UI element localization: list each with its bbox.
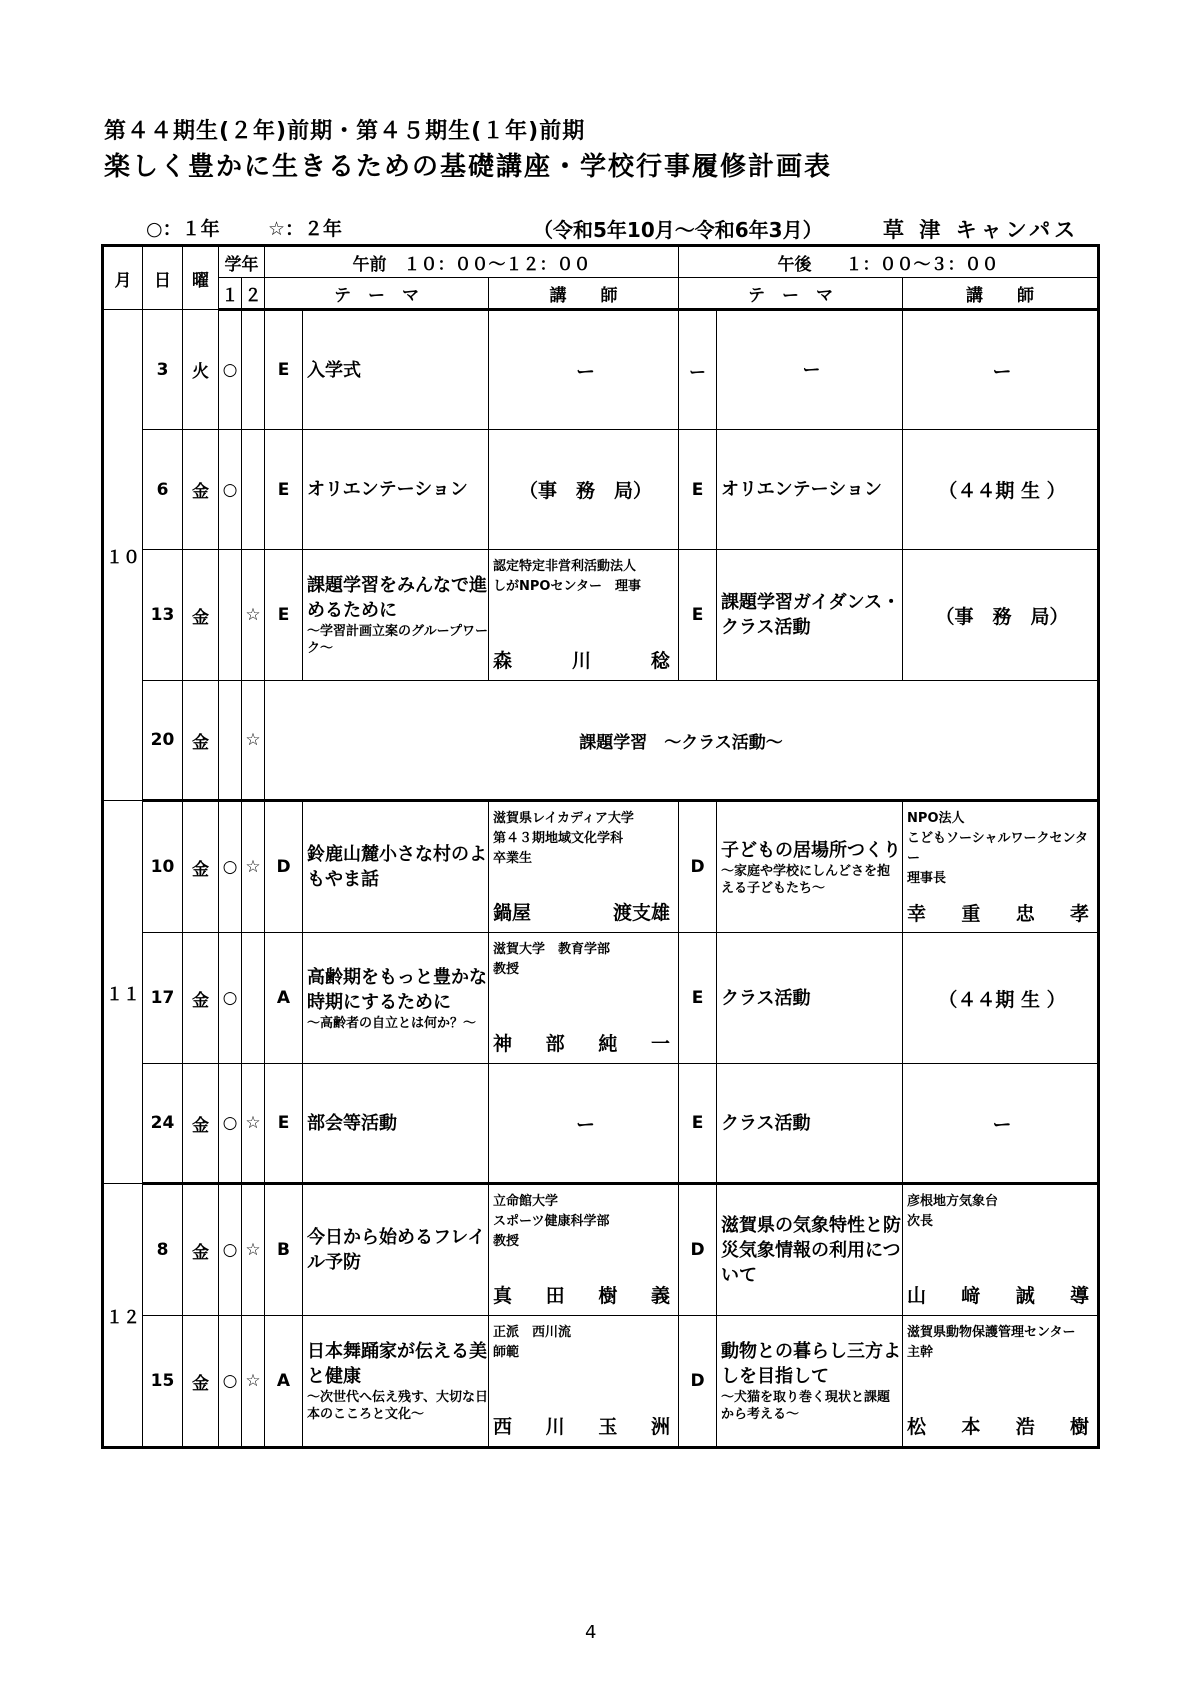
grade2-mark [242,310,265,430]
pm-instructor-name: ー [992,1113,1012,1136]
name-part: 樹 [598,1285,618,1307]
am-instructor-affiliation: 滋賀県レイカディア大学 第４３期地域文化学科 卒業生 [493,811,634,866]
table-row [103,310,1099,430]
day-cell: 24 [143,1064,183,1184]
table-row [103,1184,1099,1316]
am-instructor-cell [489,310,679,430]
am-theme-cell [303,1064,489,1184]
am-instructor-name [493,1281,678,1308]
pm-instructor-affiliation: 滋賀県動物保護管理センター 主幹 [907,1325,1076,1360]
weekday-cell: 金 [183,550,219,681]
am-theme-subtitle: ～次世代へ伝え残す、大切な日本のこころと文化～ [307,1390,488,1422]
pm-category: E [679,430,717,550]
pm-instructor-cell [903,430,1099,550]
am-theme: 高齢期をもっと豊かな時期にするために [307,966,487,1013]
grade2-mark: ☆ [242,1064,265,1184]
am-instructor-name: （事 務 局） [519,480,653,502]
pm-instructor-cell [903,933,1099,1064]
am-instructor-name [493,898,678,925]
pm-instructor-name: （事 務 局） [935,605,1069,628]
name-part: 義 [651,1285,671,1307]
pm-category: E [679,933,717,1064]
am-theme-cell [303,933,489,1064]
name-part: 稔 [651,650,671,672]
pm-theme: 課題学習ガイダンス・クラス活動 [721,592,901,638]
am-instructor-cell [489,801,679,933]
am-instructor-cell [489,1064,679,1184]
am-instructor-cell [489,1184,679,1316]
pm-theme-cell [717,310,903,430]
legend-year1: ○：１年 [146,218,220,240]
header-grade: 学年 [219,246,265,278]
pm-instructor-name [907,1412,1097,1439]
pm-instructor-cell [903,550,1099,681]
grade2-mark: ☆ [242,1316,265,1448]
name-part: 洲 [651,1416,671,1438]
am-category: A [265,933,303,1064]
table-row [103,550,1099,681]
table-row [103,1316,1099,1448]
name-part: 山 [907,1285,927,1307]
table-row [103,933,1099,1064]
am-theme-cell [303,310,489,430]
am-theme-cell [303,801,489,933]
pm-theme: クラス活動 [721,987,811,1009]
name-part: 森 [493,650,513,672]
am-theme-cell [303,550,489,681]
month-cell: １２ [103,1184,143,1448]
grade2-mark: ☆ [242,550,265,681]
day-cell: 15 [143,1316,183,1448]
legend-year2: ☆：２年 [268,218,343,240]
header-am: 午前 １０：００～１２：００ [265,246,679,278]
pm-instructor-name: ー [992,360,1012,383]
name-part: 樹 [1070,1416,1090,1438]
name-part: 真 [493,1285,513,1307]
name-part: 神 [493,1033,513,1055]
name-part: 鍋屋 [493,902,532,924]
am-theme-cell [303,1184,489,1316]
am-instructor-cell [489,933,679,1064]
grade1-mark: ○ [219,430,242,550]
pm-instructor-name: （４４期 生 ） [938,480,1066,502]
am-theme-subtitle: ～学習計画立案のグループワーク～ [307,624,488,656]
pm-category: D [679,1316,717,1448]
pm-instructor-name [907,899,1097,926]
header-pm-theme: テ ー マ [679,278,903,310]
pm-theme-cell [717,1064,903,1184]
am-instructor-name: ー [576,360,596,383]
day-cell: 13 [143,550,183,681]
am-theme-cell [303,430,489,550]
am-instructor-affiliation: 正派 西川流 師範 [493,1325,572,1360]
weekday-cell: 金 [183,801,219,933]
am-instructor-affiliation: 認定特定非営利活動法人 しがNPOセンター 理事 [493,559,641,594]
am-theme: 入学式 [307,359,361,381]
pm-instructor-cell [903,1184,1099,1316]
merged-activity: 課題学習 ～クラス活動～ [265,681,1099,801]
header-weekday: 曜 [183,246,219,310]
day-cell: 10 [143,801,183,933]
header-month: 月 [103,246,143,310]
name-part: 浩 [1015,1416,1035,1438]
weekday-cell: 金 [183,681,219,801]
grade1-mark: ○ [219,933,242,1064]
am-category: D [265,801,303,933]
pm-category: D [679,801,717,933]
pm-category: D [679,1184,717,1316]
header-day: 日 [143,246,183,310]
pm-instructor-affiliation: 彦根地方気象台 次長 [907,1194,999,1229]
pm-theme: オリエンテーション [721,479,882,500]
grade1-mark [219,681,242,801]
name-part: 部 [545,1033,565,1055]
pm-theme-subtitle: ～家庭や学校にしんどさを抱える子どもたち～ [721,863,891,896]
name-part: 西 [493,1416,513,1438]
grade2-mark [242,430,265,550]
am-category: E [265,310,303,430]
month-cell: １１ [103,801,143,1184]
am-instructor-name [493,1412,678,1439]
table-row [103,1064,1099,1184]
header-am-theme: テ ー マ [265,278,489,310]
schedule-table [101,244,1100,1449]
pm-instructor-cell [903,1064,1099,1184]
grade2-mark: ☆ [242,1184,265,1316]
pm-theme: ー [802,359,821,381]
weekday-cell: 金 [183,1184,219,1316]
pm-category: ー [679,310,717,430]
am-category: E [265,550,303,681]
day-cell: 3 [143,310,183,430]
am-theme: 課題学習をみんなで進めるために [307,575,487,621]
am-instructor-affiliation: 立命館大学 スポーツ健康科学部 教授 [493,1194,610,1249]
name-part: 田 [545,1285,565,1307]
table-row [103,801,1099,933]
am-theme: 日本舞踊家が伝える美と健康 [307,1341,487,1387]
day-cell: 17 [143,933,183,1064]
campus-label: 草 津 キャンパス [883,218,1080,242]
name-part: 川 [572,650,592,672]
pm-theme: クラス活動 [721,1112,811,1134]
am-instructor-cell [489,1316,679,1448]
am-instructor-name [493,646,678,673]
pm-theme-cell [717,550,903,681]
name-part: 重 [961,903,981,925]
grade1-mark: ○ [219,801,242,933]
name-part: 一 [651,1033,671,1055]
period-label: （令和5年10月～令和6年3月） [533,218,823,242]
title-line-1: 第４４期生(２年)前期・第４５期生(１年)前期 [104,119,586,144]
name-part: 孝 [1070,903,1090,925]
am-instructor-name: ー [576,1113,596,1136]
name-part: 幸 [907,903,927,925]
am-theme-cell [303,1316,489,1448]
day-cell: 20 [143,681,183,801]
pm-instructor-name [907,1281,1097,1308]
am-theme: オリエンテーション [307,479,468,500]
pm-theme-cell [717,430,903,550]
name-part: 忠 [1015,903,1035,925]
title-line-2: 楽しく豊かに生きるための基礎講座・学校行事履修計画表 [104,152,833,182]
name-part: 﨑 [961,1285,981,1307]
pm-theme: 動物との暮らし三方よしを目指して [721,1341,902,1387]
am-category: E [265,1064,303,1184]
weekday-cell: 金 [183,933,219,1064]
name-part: 純 [598,1033,618,1055]
header-am-instructor: 講 師 [489,278,679,310]
table-row [103,430,1099,550]
pm-instructor-affiliation: NPO法人 こどもソーシャルワークセンター 理事長 [907,811,1088,886]
name-part: 松 [907,1416,927,1438]
am-theme-subtitle: ～高齢者の自立とは何か？～ [307,1015,477,1031]
grade1-mark: ○ [219,310,242,430]
grade2-mark [242,933,265,1064]
grade1-mark: ○ [219,1184,242,1316]
am-instructor-name [493,1029,678,1056]
name-part: 本 [961,1416,981,1438]
pm-instructor-cell [903,1316,1099,1448]
name-part: 渡支雄 [613,902,671,924]
pm-theme: 滋賀県の気象特性と防災気象情報の利用について [721,1214,902,1286]
pm-theme-subtitle: ～犬猫を取り巻く現状と課題から考える～ [721,1390,891,1422]
am-instructor-cell [489,430,679,550]
table-row [103,681,1099,801]
day-cell: 6 [143,430,183,550]
grade2-mark: ☆ [242,681,265,801]
am-category: E [265,430,303,550]
weekday-cell: 火 [183,310,219,430]
am-theme: 鈴鹿山麓小さな村のよもやま話 [307,844,487,890]
pm-instructor-name: （４４期 生 ） [938,988,1066,1011]
grade1-mark: ○ [219,1316,242,1448]
pm-theme-cell [717,933,903,1064]
pm-theme: 子どもの居場所つくり [721,839,902,861]
pm-theme-cell [717,801,903,933]
name-part: 川 [545,1416,565,1438]
weekday-cell: 金 [183,1064,219,1184]
header-pm-instructor: 講 師 [903,278,1099,310]
grade1-mark [219,550,242,681]
weekday-cell: 金 [183,1316,219,1448]
am-instructor-affiliation: 滋賀大学 教育学部 教授 [493,942,611,977]
grade1-mark: ○ [219,1064,242,1184]
pm-theme-cell [717,1184,903,1316]
header-grade-1: １ [219,278,242,310]
header-grade-2: ２ [242,278,265,310]
weekday-cell: 金 [183,430,219,550]
month-cell: １０ [103,310,143,801]
am-theme: 今日から始めるフレイル予防 [307,1227,486,1273]
grade2-mark: ☆ [242,801,265,933]
am-category: A [265,1316,303,1448]
pm-theme-cell [717,1316,903,1448]
pm-instructor-cell [903,801,1099,933]
pm-category: E [679,1064,717,1184]
name-part: 導 [1070,1285,1090,1307]
header-pm: 午後 １：００～３：００ [679,246,1099,278]
name-part: 玉 [598,1416,618,1438]
day-cell: 8 [143,1184,183,1316]
name-part: 誠 [1015,1285,1035,1307]
pm-instructor-cell [903,310,1099,430]
pm-category: E [679,550,717,681]
am-theme: 部会等活動 [307,1112,397,1134]
page-number: 4 [585,1622,597,1643]
am-category: B [265,1184,303,1316]
am-instructor-cell [489,550,679,681]
